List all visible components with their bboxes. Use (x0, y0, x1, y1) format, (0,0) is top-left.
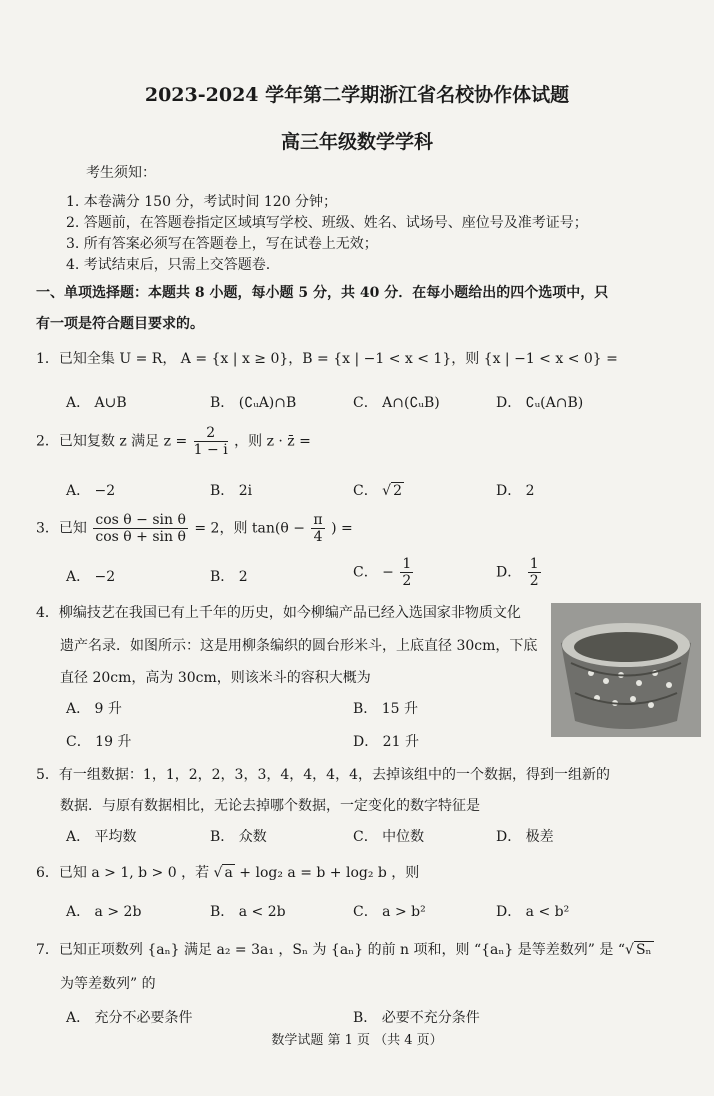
q3-option-c (353, 556, 415, 589)
q3-option-a: A． −2 (66, 569, 116, 585)
q6-option-c: C． a > b² (353, 904, 426, 920)
q5-option-d: D． 极差 (496, 829, 554, 845)
question-4-line: 遗产名录．如图所示：这是用柳条编织的圆台形米斗，上底直径 30cm，下底 (60, 638, 538, 654)
q3-pi-fraction (311, 512, 324, 545)
q5-option-b: B． 众数 (210, 829, 267, 845)
q1-option-a: A． A∪B (66, 395, 127, 411)
question-3-stem (36, 512, 353, 545)
page-footer: 数学试题 第 1 页 （共 4 页） (271, 1033, 443, 1048)
q5-option-c: C． 中位数 (353, 829, 425, 845)
notice-item: 4. 考试结束后，只需上交答题卷. (66, 257, 271, 273)
q2-stem-pre: 2．已知复数 z 满足 z = (36, 433, 188, 450)
woven-basket-image (551, 603, 701, 737)
q3-stem-mid: = 2，则 tan(θ − (194, 520, 305, 537)
q6-stem-post: + log₂ a = b + log₂ b ，则 (239, 865, 420, 881)
q1-option-c: C． A∩(∁ᵤB) (353, 395, 440, 411)
q6-radicand: a (224, 865, 233, 881)
q2-option-c: C． √ 2 (353, 483, 403, 499)
q7-stem-pre: 7．已知正项数列 {aₙ} 满足 a₂ = 3a₁ ，Sₙ 为 {aₙ} 的前 n 项和，则 “{aₙ} 是等差数列” 是 “ (36, 942, 626, 958)
q3-pi-den: 4 (313, 529, 323, 546)
q4-option-a: A． 9 升 (66, 701, 122, 717)
q3-option-c-den: 2 (402, 573, 412, 590)
q3-option-d-fraction (528, 556, 541, 589)
q3-option-d-num: 1 (529, 556, 539, 572)
question-7-stem: 7．已知正项数列 {aₙ} 满足 a₂ = 3a₁ ，Sₙ 为 {aₙ} 的前 n 项和，则 “{aₙ} 是等差数列” 是 “√ Sₙ (36, 942, 652, 958)
question-7-line: 为等差数列” 的 (60, 976, 156, 992)
q3-frac-num: cos θ − sin θ (95, 512, 186, 528)
question-6-stem: 6．已知 a > 1, b > 0 ，若 √ a + log₂ a = b + log₂ b ，则 (36, 865, 420, 881)
q2-option-c-radicand: 2 (393, 483, 403, 499)
q7-radicand: Sₙ (635, 942, 652, 958)
notice-item: 1. 本卷满分 150 分，考试时间 120 分钟； (66, 194, 338, 210)
exam-subtitle: 高三年级数学学科 (280, 131, 433, 153)
q3-option-b: B． 2 (210, 569, 248, 585)
q2-option-d: D． 2 (496, 483, 535, 499)
notice-item: 2. 答题前，在答题卷指定区域填写学校、班级、姓名、试场号、座位号及准考证号； (66, 215, 588, 231)
q3-pi-num: π (313, 512, 323, 528)
question-5-line: 数据．与原有数据相比，无论去掉哪个数据，一定变化的数字特征是 (60, 798, 480, 814)
q2-frac-num: 2 (194, 425, 228, 442)
section-heading-cont: 有一项是符合题目要求的。 (36, 316, 204, 332)
q4-option-b: B． 15 升 (353, 701, 419, 717)
q2-fraction (194, 425, 228, 458)
exam-title: 2023-2024 学年第二学期浙江省名校协作体试题 (144, 84, 570, 106)
q1-option-d: D． ∁ᵤ(A∩B) (496, 395, 584, 411)
notice-item: 3. 所有答案必须写在答题卷上，写在试卷上无效； (66, 236, 378, 252)
q7-option-b: B． 必要不充分条件 (353, 1010, 480, 1026)
q4-option-d: D． 21 升 (353, 734, 419, 750)
q6-option-d: D． a < b² (496, 904, 570, 920)
q6-stem-pre: 6．已知 a > 1, b > 0 ，若 (36, 865, 210, 881)
q3-option-d-den: 2 (529, 573, 539, 590)
rice-measure-photo (551, 603, 701, 737)
q3-stem-pre: 3．已知 (36, 520, 87, 537)
q7-option-a: A． 充分不必要条件 (66, 1010, 193, 1026)
q4-option-c: C． 19 升 (66, 734, 132, 750)
q2-option-c-label: C． (353, 483, 378, 499)
q3-option-c-num: 1 (402, 556, 412, 572)
q3-option-c-fraction (400, 556, 413, 589)
question-2-stem (36, 425, 311, 458)
q2-stem-post: ，则 z · z̄ = (234, 433, 311, 450)
q5-option-a: A． 平均数 (66, 829, 137, 845)
q3-option-d (496, 556, 543, 589)
q3-stem-post: ) = (331, 520, 353, 537)
q6-option-b: B． a < 2b (210, 904, 286, 920)
question-4-line: 直径 20cm，高为 30cm，则该米斗的容积大概为 (60, 670, 371, 686)
q3-option-c-label: C． − (353, 564, 394, 581)
question-5-line: 5．有一组数据：1，1，2，2，3，3，4，4，4，4，去掉该组中的一个数据，得到一组新的 (36, 767, 610, 783)
q2-frac-den: 1 − i (193, 442, 228, 459)
section-heading: 一、单项选择题：本题共 8 小题，每小题 5 分，共 40 分．在每小题给出的四个选项中，只 (36, 285, 609, 301)
q3-fraction (93, 512, 188, 545)
question-4-line: 4．柳编技艺在我国已有上千年的历史，如今柳编产品已经入选国家非物质文化 (36, 605, 521, 621)
q3-frac-den: cos θ + sin θ (95, 529, 186, 546)
q3-option-d-label: D． (496, 564, 522, 581)
q6-option-a: A． a > 2b (66, 904, 142, 920)
q2-option-a: A． −2 (66, 483, 116, 499)
question-1-stem: 1．已知全集 U = R， A = {x | x ≥ 0}，B = {x | −1 < x < 1}，则 {x | −1 < x < 0} = (36, 351, 618, 367)
notice-heading: 考生须知： (86, 165, 156, 181)
q2-option-b: B． 2i (210, 483, 253, 499)
q1-option-b: B． (∁ᵤA)∩B (210, 395, 297, 411)
